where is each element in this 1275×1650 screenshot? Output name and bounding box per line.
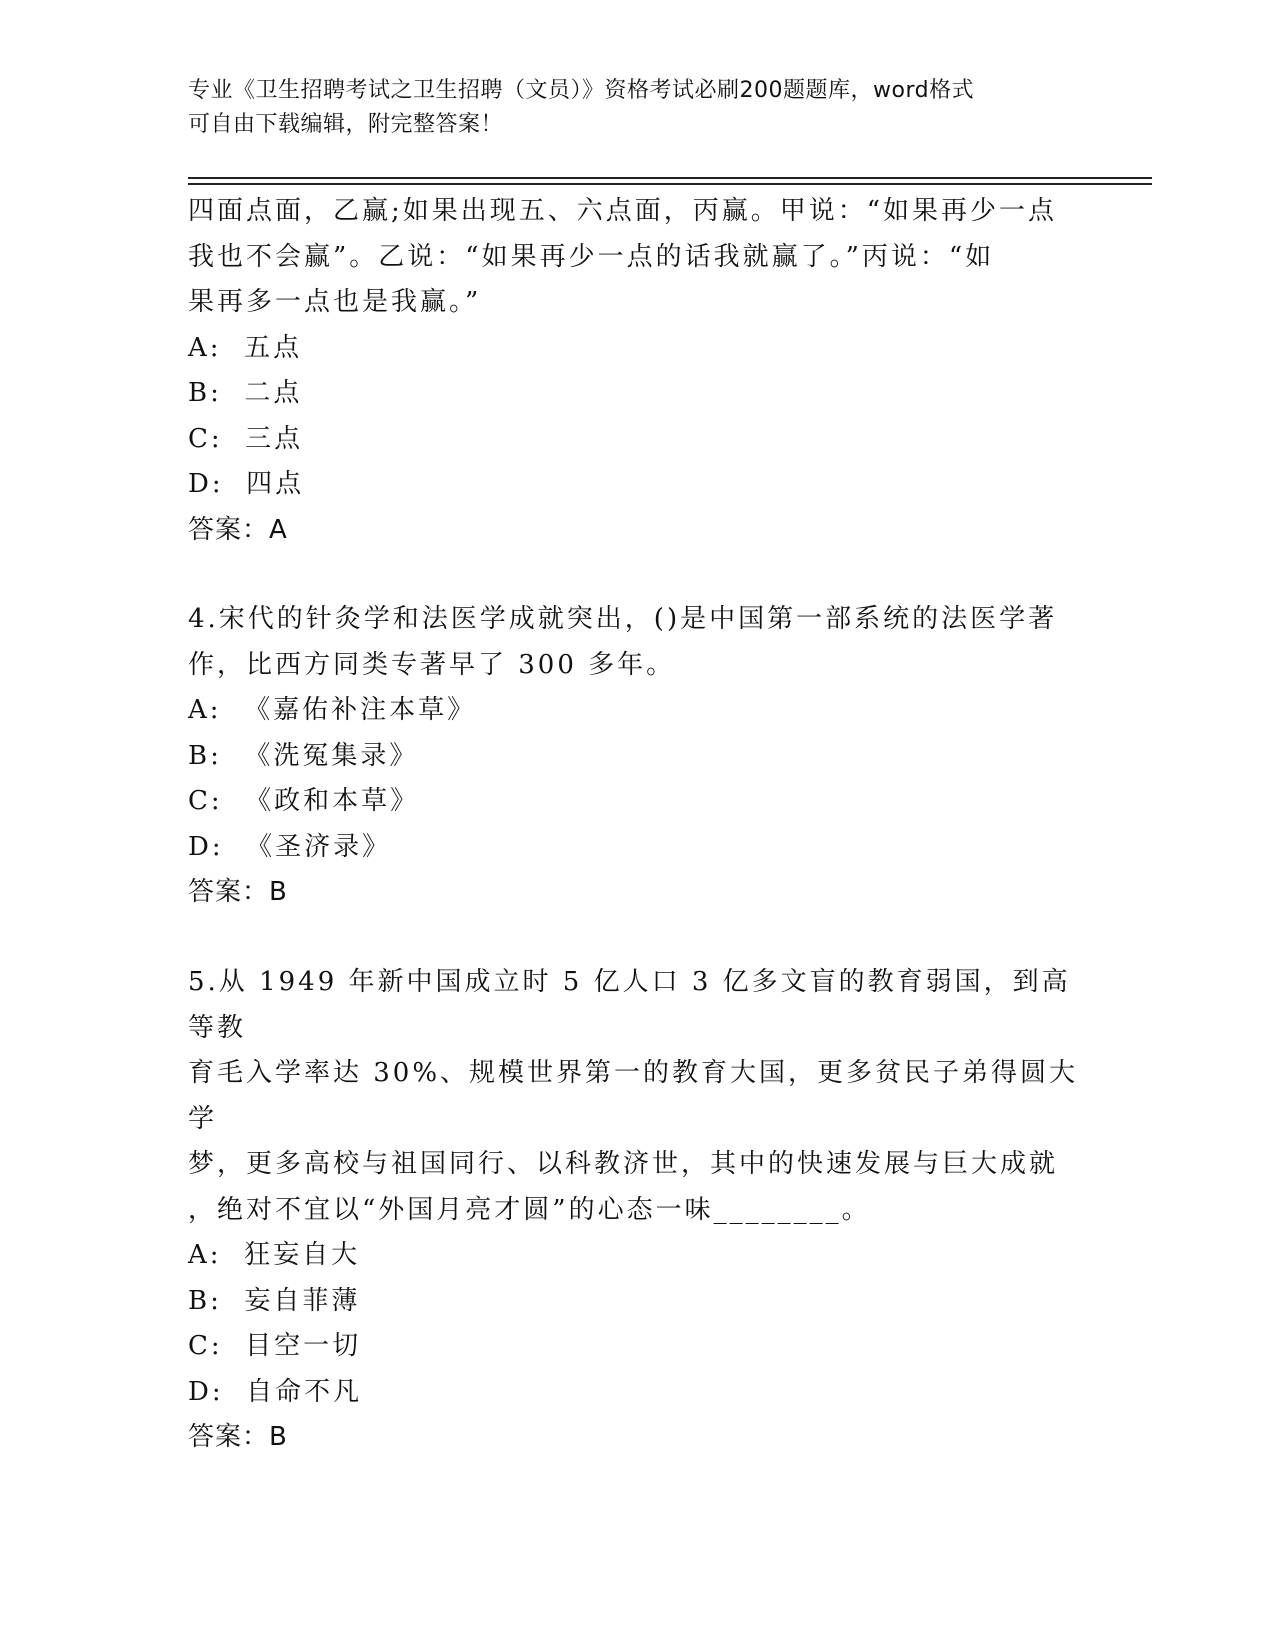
question-stem-line: 我也不会赢”。乙说：“如果再少一点的话我就赢了。”丙说：“如 [188,241,995,272]
header-title-line-1: 专业《卫生招聘考试之卫生招聘（文员）》资格考试必刷200题题库，word格式 [188,78,975,103]
question-stem-line: 果再多一点也是我赢。” [188,287,482,317]
option-b: B: 《洗冤集录》 [188,740,419,771]
answer-label: 答案：B [188,1422,288,1452]
question-stem-line: 梦，更多高校与祖国同行、以科教济世，其中的快速发展与巨大成就 [188,1149,1059,1179]
answer-label: 答案：A [188,514,288,545]
option-a: A: 狂妄自大 [188,1240,361,1270]
option-d: D: 四点 [188,469,305,499]
option-c: C: 《政和本草》 [188,786,420,816]
header-divider-top [188,177,1152,179]
question-stem-line: ，绝对不宜以“外国月亮才圆”的心态一味________。 [188,1194,871,1225]
question-stem-line: 4.宋代的针灸学和法医学成就突出，()是中国第一部系统的法医学著 [188,604,1058,634]
question-stem-line: 四面点面，乙赢;如果出现五、六点面，丙赢。甲说：“如果再少一点 [188,196,1058,226]
option-d: D: 自命不凡 [188,1376,363,1407]
option-c: C: 三点 [188,423,304,454]
question-stem-line: 5.从 1949 年新中国成立时 5 亿人口 3 亿多文盲的教育弱国，到高等教 [188,967,1071,1043]
document-header [188,74,1088,142]
question-stem-line: 作，比西方同类专著早了 300 多年。 [188,649,676,680]
header-divider-bottom [188,183,1152,185]
question-stem-line: 育毛入学率达 30%、规模世界第一的教育大国，更多贫民子弟得圆大学 [188,1058,1079,1134]
question-block [188,189,1088,553]
option-a: A: 《嘉佑补注本草》 [188,695,477,725]
answer-label: 答案：B [188,877,288,907]
option-b: B: 二点 [188,378,303,408]
option-a: A: 五点 [188,332,303,363]
option-c: C: 目空一切 [188,1331,362,1361]
option-d: D: 《圣济录》 [188,831,392,862]
header-title-line-2: 可自由下载编辑，附完整答案！ [188,112,504,137]
question-block [188,960,1088,1461]
option-b: B: 妄自菲薄 [188,1285,361,1316]
question-block [188,597,1088,916]
